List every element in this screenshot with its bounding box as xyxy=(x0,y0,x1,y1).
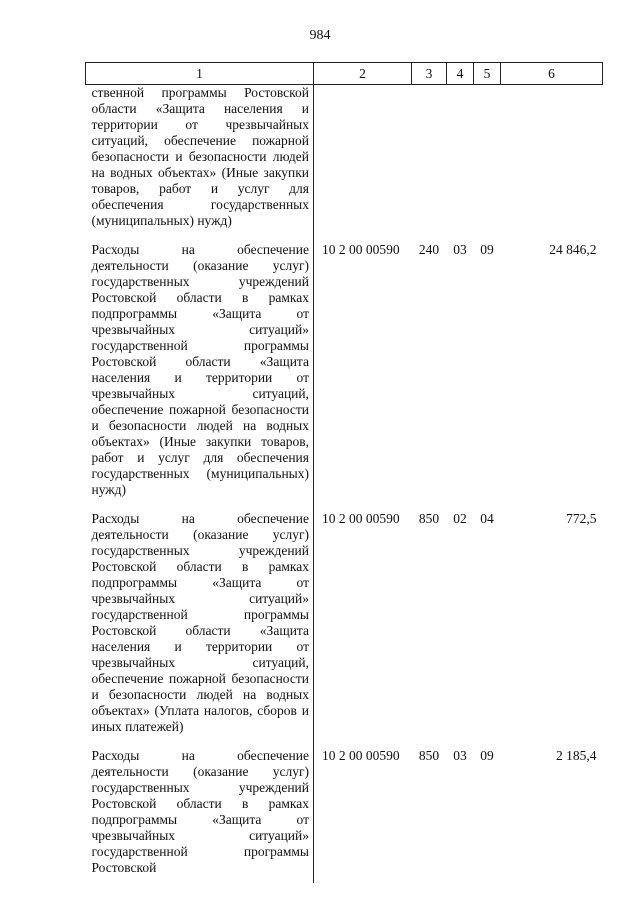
table-header xyxy=(86,63,603,85)
row-expense-type xyxy=(412,85,447,237)
row-subsection: 04 xyxy=(480,511,494,526)
page-number: 984 xyxy=(309,28,331,43)
header-col-5: 5 xyxy=(474,63,501,85)
row-subsection xyxy=(474,85,501,237)
table-body xyxy=(86,85,603,884)
row-description: Расходы на обеспечение деятельности (оказание услуг) государственных учреждений Ростовской области в рамках подпрограммы «Защита от чрезвычайных ситуаций» государственной программы Ростовской xyxy=(86,742,314,883)
row-amount: 2 185,4 xyxy=(556,748,597,763)
header-col-2: 2 xyxy=(314,63,412,85)
row-subsection: 09 xyxy=(480,242,494,257)
row-expense-type: 850 xyxy=(418,511,440,526)
budget-table xyxy=(85,62,603,883)
row-section: 03 xyxy=(453,748,467,763)
header-col-1: 1 xyxy=(86,63,314,85)
row-amount: 772,5 xyxy=(566,511,597,526)
row-target-code xyxy=(314,85,412,237)
row-expense-type: 240 xyxy=(418,242,440,257)
header-col-6: 6 xyxy=(501,63,603,85)
header-col-3: 3 xyxy=(412,63,447,85)
table-row xyxy=(86,236,603,505)
row-section: 02 xyxy=(453,511,467,526)
table-row xyxy=(86,85,603,237)
row-description: ственной программы Ростовской области «Защита населения и территории от чрезвычайных ситуаций, обеспечение пожарной безопасности и безопасности людей на водных объектах» (Иные закупки товаров, работ и услуг для обеспечения государственных (муниципальных) нужд) xyxy=(86,85,314,237)
table-row xyxy=(86,505,603,742)
row-target-code: 10 2 00 00590 xyxy=(322,748,400,763)
row-amount xyxy=(501,85,603,237)
header-col-4: 4 xyxy=(447,63,474,85)
row-section: 03 xyxy=(453,242,467,257)
row-target-code: 10 2 00 00590 xyxy=(322,242,400,257)
header-row xyxy=(86,63,603,85)
row-amount: 24 846,2 xyxy=(549,242,597,257)
row-description: Расходы на обеспечение деятельности (оказание услуг) государственных учреждений Ростовской области в рамках подпрограммы «Защита от чрезвычайных ситуаций» государственной программы Ростовской области «Защита населения и территории от чрезвычайных ситуаций, обеспечение пожарной безопасности и безопасности людей на водных объектах» (Иные закупки товаров, работ и услуг для обеспечения государственных (муниципальных) нужд) xyxy=(86,236,314,505)
row-section xyxy=(447,85,474,237)
row-expense-type: 850 xyxy=(418,748,440,763)
row-target-code: 10 2 00 00590 xyxy=(322,511,400,526)
row-description: Расходы на обеспечение деятельности (оказание услуг) государственных учреждений Ростовской области в рамках подпрограммы «Защита от чрезвычайных ситуаций» государственной программы Ростовской области «Защита населения и территории от чрезвычайных ситуаций, обеспечение пожарной безопасности и безопасности людей на водных объектах» (Уплата налогов, сборов и иных платежей) xyxy=(86,505,314,742)
row-subsection: 09 xyxy=(480,748,494,763)
table-row xyxy=(86,742,603,883)
